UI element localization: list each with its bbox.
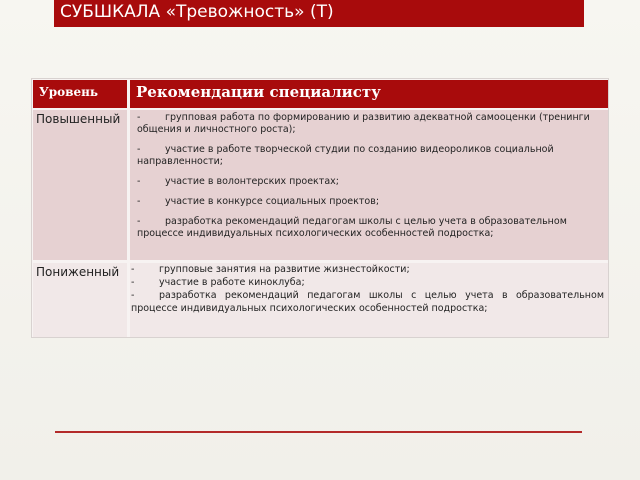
bullet-dash: - xyxy=(131,277,135,288)
recommendation-item xyxy=(130,112,608,136)
bullet-dash: - xyxy=(137,176,141,187)
bullet-dash: - xyxy=(131,264,135,275)
recommendation-item xyxy=(130,289,608,315)
recommendation-text: разработка рекомендаций педагогам школы с целью учета в образовательном процессе индивидуальных психологических особенностей подростка; xyxy=(131,290,604,314)
recommendation-text: участие в работе киноклуба; xyxy=(159,277,305,288)
recommendation-text: групповая работа по формированию и развитию адекватной самооценки (тренинги общения и личностного роста); xyxy=(137,112,590,135)
recommendation-item xyxy=(130,263,608,276)
recommendation-item xyxy=(130,276,608,289)
header-recommendations: Рекомендации специалисту xyxy=(130,80,608,108)
bullet-dash: - xyxy=(137,112,141,123)
bullet-dash: - xyxy=(137,144,141,155)
bullet-dash: - xyxy=(137,196,141,207)
recommendation-text: участие в конкурсе социальных проектов; xyxy=(165,196,380,207)
recommendations-cell-high xyxy=(130,110,608,260)
header-level: Уровень xyxy=(33,80,127,108)
recommendation-text: участие в волонтерских проектах; xyxy=(165,176,339,187)
slide-title: СУБШКАЛА «Тревожность» (Т) xyxy=(54,0,584,27)
level-cell-high: Повышенный xyxy=(33,110,127,260)
bullet-dash: - xyxy=(137,216,141,227)
bottom-divider xyxy=(55,431,582,433)
level-cell-low: Пониженный xyxy=(33,263,127,337)
recommendation-item xyxy=(130,216,608,240)
bullet-dash: - xyxy=(131,290,135,301)
recommendation-item xyxy=(130,144,608,168)
recommendation-item xyxy=(130,176,608,188)
recommendation-text: разработка рекомендаций педагогам школы с целью учета в образовательном процессе индивидуальных психологических особенностей подростка; xyxy=(137,216,567,239)
recommendation-item xyxy=(130,196,608,208)
recommendations-cell-low xyxy=(130,263,608,337)
recommendation-text: участие в работе творческой студии по созданию видеороликов социальной направленности; xyxy=(137,144,554,167)
recommendations-table xyxy=(31,78,609,338)
recommendation-text: групповые занятия на развитие жизнестойкости; xyxy=(159,264,410,275)
